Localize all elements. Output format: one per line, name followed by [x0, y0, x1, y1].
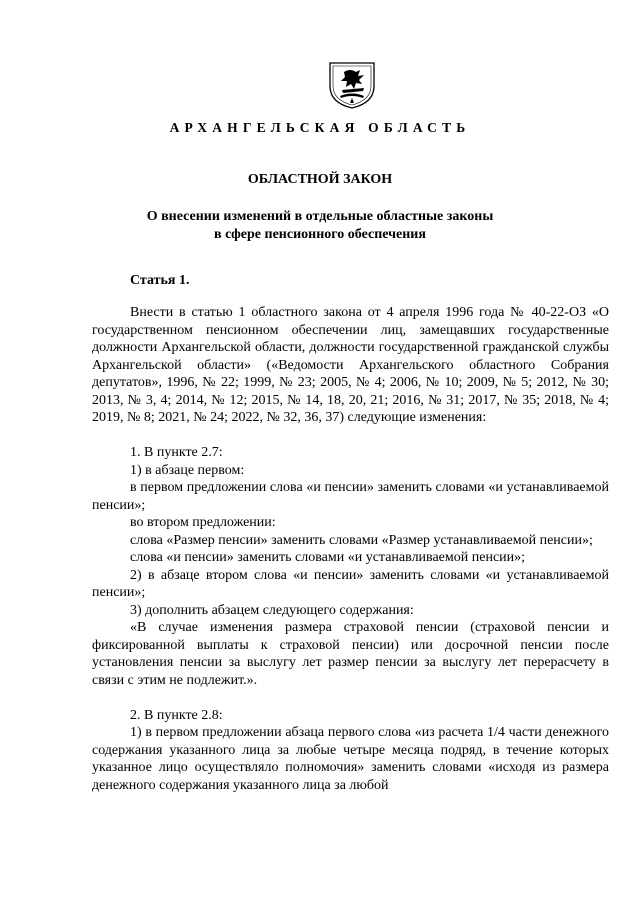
paragraph: «В случае изменения размера страховой пенсии (страховой пенсии и фиксированной выплаты к страховой пенсии) или досрочной пенсии после установления пенсии за выслугу лет размер пенсии за выслугу лет перерасчету в связи с этим не подлежит.».	[92, 620, 609, 688]
paragraph: 2) в абзаце втором слова «и пенсии» заменить словами «и устанавливаемой пенсии»;	[92, 567, 609, 600]
paragraph: слова «и пенсии» заменить словами «и устанавливаемой пенсии»;	[130, 550, 526, 565]
article-heading: Статья 1.	[130, 273, 190, 288]
paragraph: слова «Размер пенсии» заменить словами «Размер устанавливаемой пенсии»;	[130, 532, 593, 548]
paragraph: 3) дополнить абзацем следующего содержания:	[130, 602, 414, 618]
law-title	[0, 208, 640, 244]
law-title-line-2: в сфере пенсионного обеспечения	[214, 227, 426, 242]
document-body	[92, 304, 609, 794]
paragraph: во втором предложении:	[130, 515, 276, 530]
paragraph: 1) в первом предложении абзаца первого слова «из расчета 1/4 части денежного содержания указанного лица за любые четыре месяца подряд, в течение которых указанное лицо осуществляло полномочия» заменить словами «исходя из размера денежного содержания указанного лица за любой	[92, 725, 609, 793]
region-name: АРХАНГЕЛЬСКАЯ ОБЛАСТЬ	[169, 120, 471, 135]
paragraph: 2. В пункте 2.8:	[130, 707, 223, 723]
document-type: ОБЛАСТНОЙ ЗАКОН	[247, 172, 393, 187]
coat-of-arms-icon	[326, 60, 378, 110]
paragraph: 1) в абзаце первом:	[130, 462, 245, 478]
paragraph: Внести в статью 1 областного закона от 4 апреля 1996 года № 40-22-ОЗ «О государственном пенсионном обеспечении лиц, замещавших государственные должности Архангельской области, должности государственной гражданской службы Архангельской области» («Ведомости Архангельского областного Собрания депутатов», 1996, № 22; 1999, № 23; 2005, № 4; 2006, № 10; 2009, № 5; 2012, № 30; 2013, № 3, 4; 2014, № 12; 2015, № 14, 18, 20, 21; 2016, № 31; 2017, № 35; 2018, № 4; 2019, № 8; 2021, № 24; 2022, № 32, 36, 37) следующие изменения:	[92, 305, 609, 425]
law-title-line-1: О внесении изменений в отдельные областные законы	[146, 209, 494, 224]
paragraph: в первом предложении слова «и пенсии» заменить словами «и устанавливаемой пенсии»;	[92, 480, 609, 513]
paragraph: 1. В пункте 2.7:	[130, 445, 223, 460]
